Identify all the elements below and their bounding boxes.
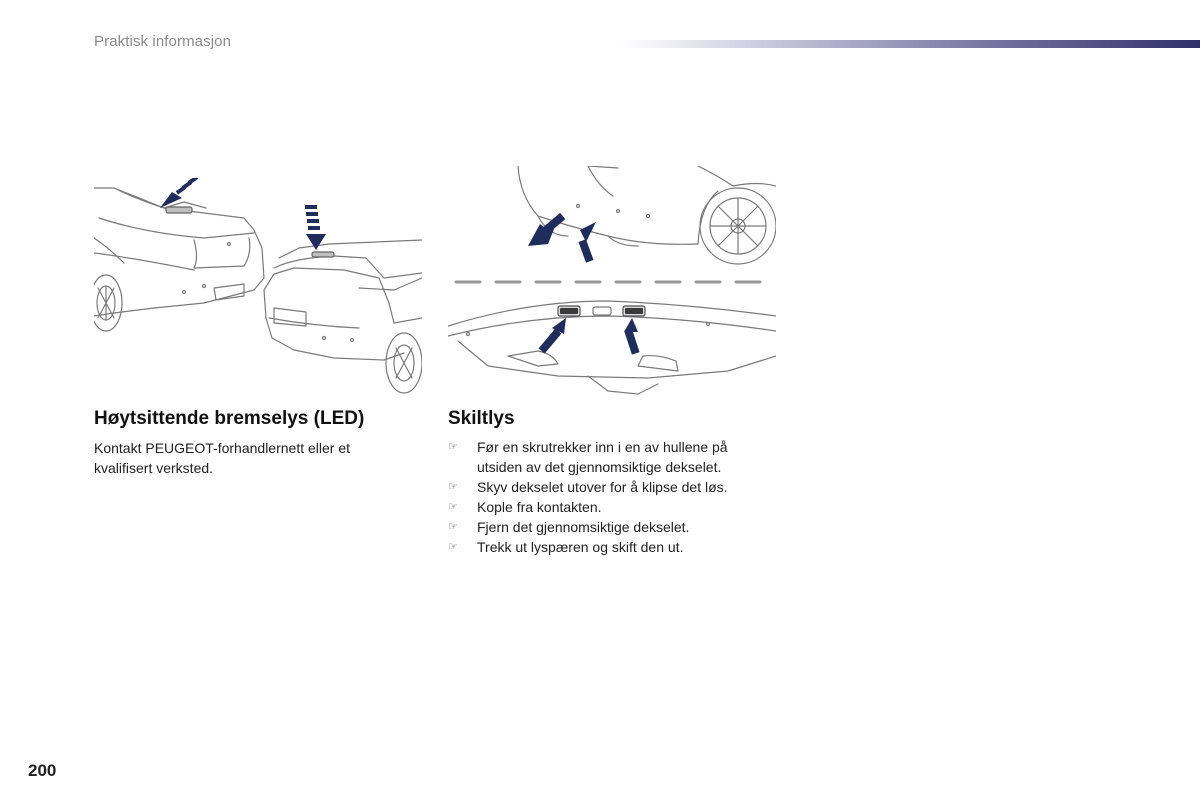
- brake-light-instructions: Kontakt PEUGEOT-forhandlernett eller et kvalifisert verksted.: [94, 440, 351, 476]
- estate-car-drawing: [264, 240, 422, 393]
- arrow-icon-left: [160, 178, 204, 208]
- pointing-hand-icon: ☞: [448, 521, 458, 533]
- plate-light-heading: Skiltlys: [448, 408, 515, 429]
- list-item: [448, 437, 768, 477]
- brake-light-illustration: [94, 178, 422, 398]
- brake-light-heading: Høytsittende bremselys (LED): [94, 408, 365, 429]
- pointing-hand-icon: ☞: [448, 541, 458, 553]
- list-item: [448, 517, 768, 537]
- step-text: Trekk ut lyspæren og skift den ut.: [477, 539, 684, 555]
- arrow-icon-upper-right: [578, 222, 596, 263]
- list-item: [448, 477, 768, 497]
- list-item: [448, 497, 768, 517]
- step-text: Før en skrutrekker inn i en av hullene på utsiden av det gjennomsiktige dekselet.: [477, 439, 728, 475]
- list-item: [448, 537, 768, 557]
- header-gradient-bar: [622, 40, 1200, 48]
- arrow-icon-lower-left: [539, 318, 566, 354]
- arrow-icon-right: [305, 205, 326, 250]
- bumper-upper-drawing: [518, 166, 776, 264]
- saloon-car-drawing: [94, 188, 264, 331]
- step-text: Fjern det gjennomsiktige dekselet.: [477, 519, 690, 535]
- arrow-icon-upper-left: [528, 213, 565, 246]
- arrow-icon-lower-right: [624, 318, 640, 355]
- pointing-hand-icon: ☞: [448, 481, 458, 493]
- step-text: Kople fra kontakten.: [477, 499, 602, 515]
- pointing-hand-icon: ☞: [448, 441, 458, 453]
- pointing-hand-icon: ☞: [448, 501, 458, 513]
- plate-light-steps: [448, 437, 768, 557]
- section-title: Praktisk informasjon: [94, 33, 232, 50]
- bumper-lower-drawing: [448, 301, 776, 394]
- plate-light-illustration: [448, 166, 776, 398]
- step-text: Skyv dekselet utover for å klipse det løs.: [477, 479, 728, 495]
- page-number: 200: [28, 761, 57, 780]
